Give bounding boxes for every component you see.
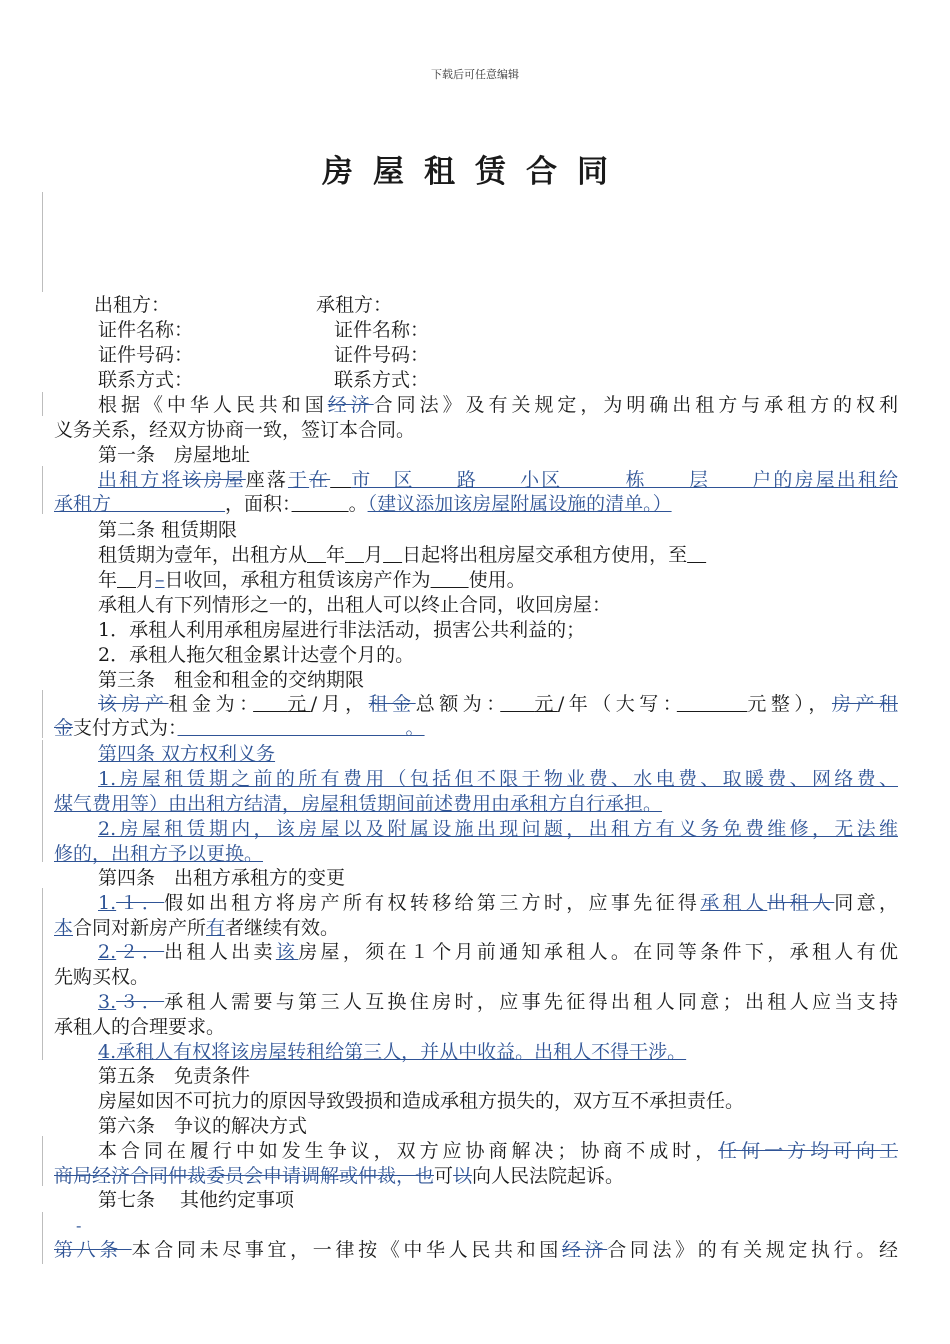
change-bar [42,1136,43,1186]
intro-line-2: 义务关系，经双方协商一致，签订本合同。 [54,419,416,441]
article-2-line-2: 年 月–日收回，承租方租赁该房产作为 使用。 [98,569,526,591]
article-4-changes-heading: 第四条 出租方承租方的变更 [98,867,346,889]
article-4-changes-item-3-line-1: 3.３．承租人需要与第三人互换住房时，应事先征得出租人同意；出租人应当支持 [98,991,898,1013]
article-4-changes-item-1-line-2: 本合同对新房产所有者继续有效。 [54,917,340,939]
article-4-rights-item-2-line-2: 修的，出租方予以更换。 [54,843,264,865]
article-4-changes-item-2-line-2: 先购买权。 [54,966,150,988]
article-2-line-4: 1．承租人利用承租房屋进行非法活动，损害公共利益的； [98,619,586,641]
article-4-rights-heading: 第四条 双方权利义务 [98,743,276,765]
change-bar [42,192,43,292]
article-1-line-2: 承租方 ，面积： 。（建议添加该房屋附属设施的清单。） [54,493,672,515]
article-3-line-2: 金支付方式为： 。 [54,717,425,739]
article-6-line-2: 商局经济合同仲裁委员会申请调解或仲裁，也可以向人民法院起诉。 [54,1165,625,1187]
change-bar [42,740,43,862]
change-bar [42,984,43,1060]
change-bar [42,936,43,984]
change-bar [42,690,43,738]
article-4-rights-item-1-line-2: 煤气费用等）由出租方结清，房屋租赁期间前述费用由承租方自行承担。 [54,793,663,815]
article-2-heading: 第二条 租赁期限 [98,519,238,541]
article-2-line-1: 租赁期为壹年，出租方从 年 月 日起将出租房屋交承租方使用，至 [98,544,688,566]
lessee-contact-label: 联系方式： [334,369,430,391]
revision-mark: - [76,1216,82,1235]
article-5-heading: 第五条 免责条件 [98,1065,251,1087]
change-bar [42,392,43,416]
article-4-changes-item-1-line-1: 1.１．假如出租方将房产所有权转移给第三方时，应事先征得承租人出租人同意， [98,892,898,914]
lessee-id-name-label: 证件名称： [334,319,430,341]
article-4-changes-item-4: 4.承租人有权将该房屋转租给第三人，并从中收益。出租人不得干涉。 [98,1041,687,1063]
change-bar [42,466,43,514]
article-6-line-1: 本合同在履行中如发生争议，双方应协商解决；协商不成时，任何一方均可向工 [98,1140,898,1162]
article-3-line-1: 该房产租金为： 元/月，租金总额为： 元/年（大写： 元整），房产租 [98,693,898,715]
article-4-rights-item-1-line-1: 1.房屋租赁期之前的所有费用（包括但不限于物业费、水电费、取暖费、网络费、 [98,768,898,790]
lessee-id-no-label: 证件号码： [334,344,430,366]
article-8-line-1: 第八条 本合同未尽事宜，一律按《中华人民共和国经济合同法》的有关规定执行。经 [54,1239,898,1261]
article-4-changes-item-3-line-2: 承租人的合理要求。 [54,1016,226,1038]
intro-line-1: 根据《中华人民共和国经济合同法》及有关规定，为明确出租方与承租方的权利 [98,394,898,416]
article-2-line-5: 2．承租人拖欠租金累计达壹个月的。 [98,644,415,666]
article-2-line-3: 承租人有下列情形之一的，出租人可以终止合同，收回房屋： [98,594,612,616]
change-bar [42,888,43,936]
change-bar [42,1212,43,1264]
document-title: 房屋租赁合同 [322,154,628,190]
lessor-id-no-label: 证件号码： [98,344,194,366]
lessee-label: 承租方： [316,294,393,316]
article-7-heading: 第七条 其他约定事项 [98,1189,295,1211]
lessor-contact-label: 联系方式： [98,369,194,391]
article-5-body: 房屋如因不可抗力的原因导致毁损和造成承租方损失的，双方互不承担责任。 [98,1090,745,1112]
lessor-label: 出租方： [94,294,171,316]
article-6-heading: 第六条 争议的解决方式 [98,1115,308,1137]
article-1-heading: 第一条 房屋地址 [98,444,251,466]
lessor-id-name-label: 证件名称： [98,319,194,341]
article-3-heading: 第三条 租金和租金的交纳期限 [98,669,365,691]
header-note: 下载后可任意编辑 [431,68,519,81]
article-4-rights-item-2-line-1: 2.房屋租赁期内，该房屋以及附属设施出现问题，出租方有义务免费维修，无法维 [98,818,898,840]
article-1-line-1: 出租方将该房屋座落于在 市 区 路 小区 栋 层 户的房屋出租给 [98,469,898,491]
article-4-changes-item-2-line-1: 2.２．出租人出卖该房屋，须在１个月前通知承租人。在同等条件下，承租人有优 [98,941,898,963]
